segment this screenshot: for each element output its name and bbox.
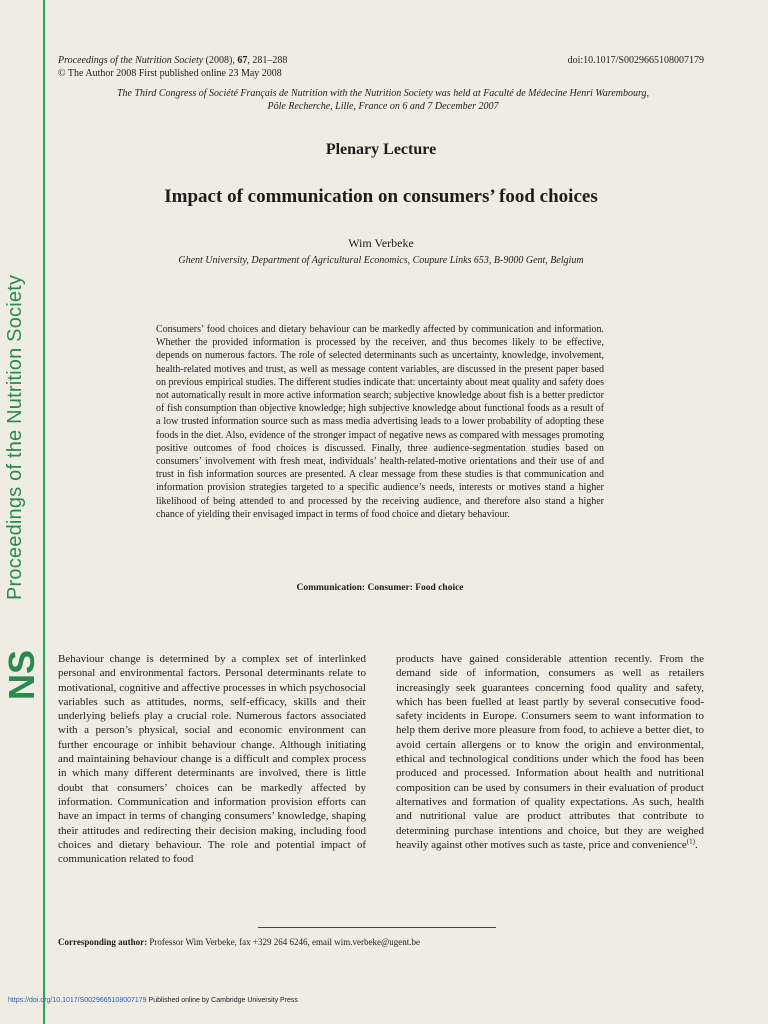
published-note: Published online by Cambridge University Press — [146, 997, 298, 1004]
footnote-divider — [258, 927, 496, 928]
abstract: Consumers’ food choices and dietary behaviour can be markedly affected by communication and information. Whether the provided information is processed by the receiver, and thus becomes likely to be effective, depends on numerous factors. The role of selected determinants such as uncertainty, knowledge, involvement, health-related motives and trust, as well as message content variables, are discussed in the present paper based on previous empirical studies. The different studies indicate that: uncertainty about meat quality and safety does not automatically result in more active information search; subjective knowledge about fish is a better predictor of fish consumption than objective knowledge; high subjective knowledge about functional foods as a result of a low trusted information source such as mass media advertising leads to a lower probability of adopting these foods in the diet. Also, evidence of the stronger impact of negative news as compared with messages promoting positive outcomes of food choices is discussed. Finally, three audience-segmentation studies based on consumers’ involvement with fresh meat, individuals’ health-related-motive orientations and their use of and trust in fish information sources are presented. A clear message from these studies is that communication and information provision strategies targeted to a specific audience’s needs, interests or motives stand a higher likelihood of being attended to and processed by the receiving audience, and therefore also stand a higher chance of yielding their envisaged impact in terms of food choice and dietary behaviour. — [156, 324, 604, 520]
conference-line-1: The Third Congress of Société Français de Nutrition with the Nutrition Society was held at Faculté de Médecine Henri Warembourg, — [117, 88, 649, 99]
keywords: Communication: Consumer: Food choice — [296, 583, 464, 593]
copyright-line: © The Author 2008 First published online 23 May 2008 — [58, 68, 282, 79]
journal-name: Proceedings of the Nutrition Society — [58, 55, 204, 66]
body-column-right — [396, 652, 704, 852]
citation-year: (2008), — [205, 55, 235, 66]
corr-text: Professor Wim Verbeke, fax +329 264 6246, email wim.verbeke@ugent.be — [147, 937, 420, 947]
conference-line-2: Pôle Recherche, Lille, France on 6 and 7 December 2007 — [267, 101, 499, 112]
body-column-left: Behaviour change is determined by a complex set of interlinked personal and environmental factors. Personal determinants relate to motivational, cognitive and affective processes in which psychosocial variables such as attitudes, norms, self-efficacy, skills and their underlying beliefs play a crucial role. Numerous factors associated with a person’s physical, social and economic environment can further encourage or inhibit behaviour change. Although initiating and maintaining behaviour change is a difficult and complex process in which many different determinants are involved, there is little doubt that consumers’ choices can be markedly affected by information. Communication and information provision efforts can have an impact in terms of changing consumers’ knowledge, shaping their attitudes and redirecting their decision making, including food choices and dietary behaviour. The role and potential impact of communication related to food — [58, 653, 366, 866]
journal-logo: NS — [1, 649, 42, 700]
citation-pages: , 281–288 — [247, 55, 288, 66]
body-text-right: products have gained considerable attention recently. From the demand side of information, consumers as well as retailers increasingly seek guarantees concerning food quality and safety, which has been fuelled at least partly by several consecutive food-safety incidents in Europe. Consumers seem to want information to help them derive more pleasure from food, to achieve a better diet, to avoid certain allergens or to know the origin and environmental, ethical and technological conditions under which the food has been produced and processed. Information about health and nutritional composition can be used by consumers in their evaluation of product alternatives and formation of quality expectations. As such, health and nutritional value are product attributes that contribute to determining purchase intentions and choice, but they are weighed heavily against other motives such as taste, price and convenience — [396, 653, 704, 851]
doi-link[interactable]: https://doi.org/10.1017/S0029665108007179 — [8, 997, 147, 1004]
footer-bar — [8, 997, 298, 1004]
section-heading: Plenary Lecture — [325, 141, 437, 158]
article-title: Impact of communication on consumers’ food choices — [164, 186, 598, 207]
citation-line — [58, 54, 287, 67]
margin-rule — [43, 0, 45, 1024]
citation-ref[interactable]: (1) — [686, 837, 695, 846]
doi: doi:10.1017/S0029665108007179 — [567, 55, 704, 66]
body-text-end: . — [694, 838, 698, 851]
journal-side-brand: Proceedings of the Nutrition Society — [4, 274, 26, 600]
author-name: Wim Verbeke — [348, 236, 414, 250]
corr-label: Corresponding author: — [58, 937, 148, 947]
author-affiliation: Ghent University, Department of Agricultural Economics, Coupure Links 653, B-9000 Gent, Belgium — [178, 255, 584, 266]
corresponding-author-note — [58, 937, 420, 947]
citation-volume: 67 — [237, 55, 248, 66]
conference-note — [58, 87, 708, 113]
